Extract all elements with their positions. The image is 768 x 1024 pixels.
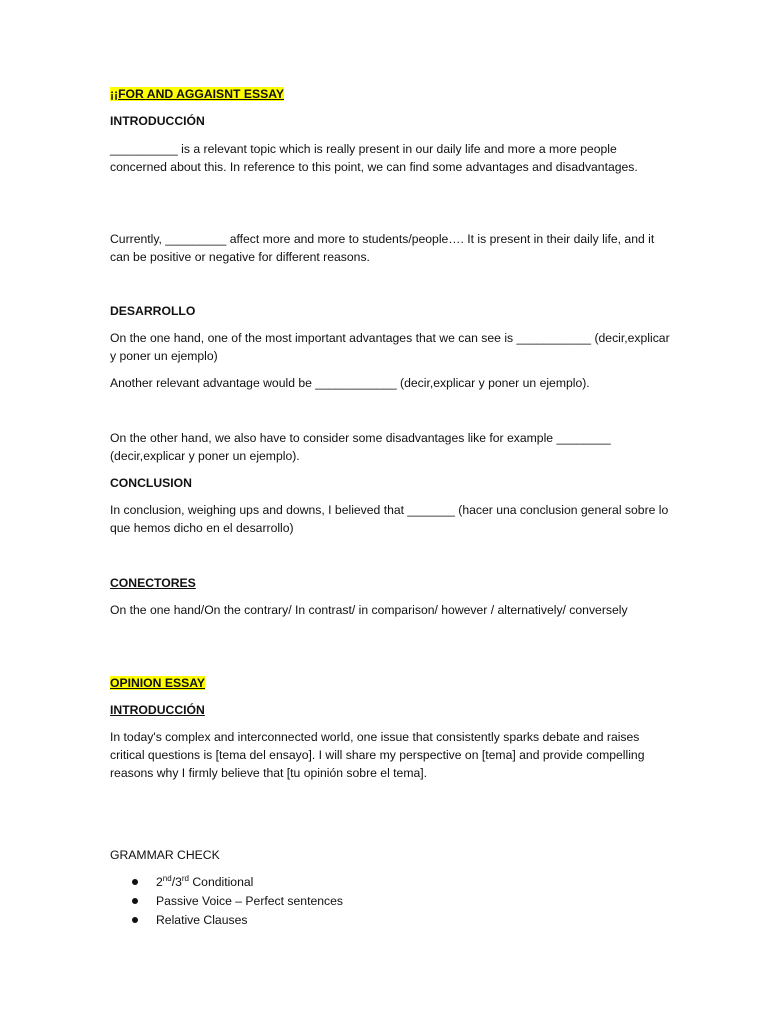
development-paragraph-2: Another relevant advantage would be ____________ (decir,explicar y poner un ejemplo). bbox=[110, 376, 590, 390]
list-item: Passive Voice – Perfect sentences bbox=[110, 892, 670, 911]
opinion-intro-paragraph: In today's complex and interconnected world, one issue that consistently sparks debate and raises critical questions is [tema del ensayo]. I will share my perspective on [tema] and provide compelling reasons why I firmly believe that [tu opinión sobre el tema]. bbox=[110, 730, 645, 780]
development-paragraph-3: On the other hand, we also have to consider some disadvantages like for example ________ (decir,explicar y poner un ejemplo). bbox=[110, 431, 611, 463]
bullet-icon bbox=[132, 898, 138, 904]
conclusion-heading: CONCLUSION bbox=[110, 476, 192, 490]
intro-paragraph-2: Currently, _________ affect more and more to students/people…. It is present in their daily life, and it can be positive or negative for different reasons. bbox=[110, 232, 655, 264]
connectors-heading: CONECTORES bbox=[110, 576, 196, 590]
intro-paragraph-1: __________ is a relevant topic which is really present in our daily life and more a more people concerned about this. In reference to this point, we can find some advantages and disadvantages. bbox=[110, 142, 638, 174]
development-heading: DESARROLLO bbox=[110, 304, 196, 318]
conclusion-paragraph: In conclusion, weighing ups and downs, I believed that _______ (hacer una conclusion general sobre lo que hemos dicho en el desarrollo) bbox=[110, 503, 669, 535]
opinion-intro-heading: INTRODUCCIÓN bbox=[110, 703, 205, 717]
grammar-list bbox=[110, 873, 670, 930]
for-against-title: ¡¡FOR AND AGGAISNT ESSAY bbox=[110, 87, 285, 101]
list-item: 2nd/3rd Conditional bbox=[110, 873, 670, 892]
development-paragraph-1: On the one hand, one of the most important advantages that we can see is ___________ (decir,explicar y poner un ejemplo) bbox=[110, 331, 670, 363]
intro-heading: INTRODUCCIÓN bbox=[110, 114, 205, 128]
for-against-title-line bbox=[110, 85, 670, 103]
grammar-heading: GRAMMAR CHECK bbox=[110, 848, 220, 862]
connectors-paragraph: On the one hand/On the contrary/ In contrast/ in comparison/ however / alternatively/ conversely bbox=[110, 603, 628, 617]
bullet-icon bbox=[132, 917, 138, 923]
list-item: Relative Clauses bbox=[110, 911, 670, 930]
opinion-title: OPINION ESSAY bbox=[110, 676, 206, 690]
opinion-title-line bbox=[110, 674, 670, 692]
bullet-icon bbox=[132, 879, 138, 885]
